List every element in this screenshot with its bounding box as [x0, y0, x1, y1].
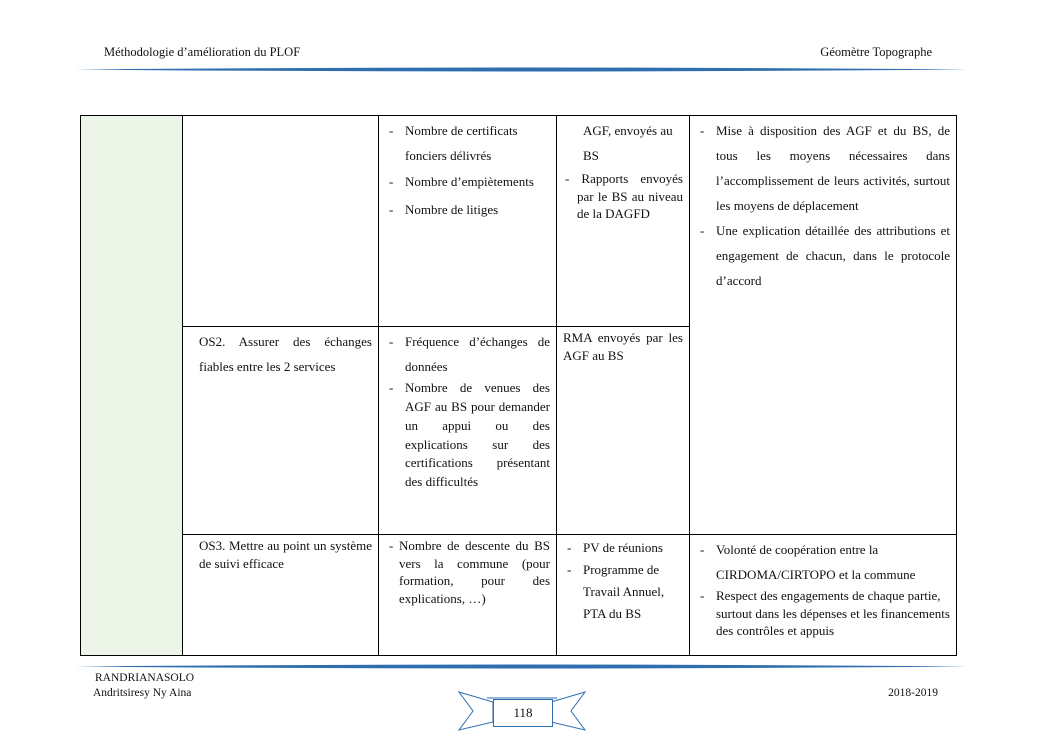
- logical-framework-table: [80, 115, 957, 656]
- list-item: - Une explication détaillée des attributions et engagement de chacun, dans le protocole d’accord: [696, 218, 950, 293]
- list-item: - Fréquence d’échanges de données: [385, 329, 550, 379]
- footer-author: [93, 671, 194, 701]
- sources-cell: [557, 116, 690, 327]
- shaded-column: [81, 116, 183, 656]
- indicators-cell: [379, 327, 557, 535]
- header-rule: [75, 67, 968, 72]
- indicator-list: [385, 329, 550, 492]
- author-surname: RANDRIANASOLO: [95, 672, 195, 684]
- list-item: - Mise à disposition des AGF et du BS, de tous les moyens nécessaires dans l’accomplissement de leurs activités, surtout les moyens de déplacement: [696, 118, 950, 218]
- list-item: - Respect des engagements de chaque partie, surtout dans les dépenses et les financements des contrôles et appuis: [696, 587, 950, 640]
- sources-cell: [557, 535, 690, 656]
- indicators-cell: [379, 535, 557, 656]
- source-text: - Rapports envoyés par le BS au niveau de la DAGFD: [565, 171, 683, 222]
- list-item: - Volonté de coopération entre la CIRDOMA/CIRTOPO et la commune: [696, 537, 950, 587]
- list-item: - Nombre de venues des AGF au BS pour demander un appui ou des explications sur des certifications présentant des difficultés: [385, 379, 550, 492]
- indicators-cell: [379, 116, 557, 327]
- table-row: [81, 116, 957, 327]
- header-document-title: Méthodologie d’amélioration du PLOF: [104, 45, 301, 59]
- objective-cell: [183, 535, 379, 656]
- source-list: [563, 537, 683, 625]
- list-item: - Nombre de certificats fonciers délivrés: [385, 118, 550, 168]
- objective-cell: [183, 116, 379, 327]
- header-profession: Géomètre Topographe: [820, 45, 932, 59]
- indicator-text: - Nombre de descente du BS vers la commune (pour formation, pour des explications, …): [389, 538, 550, 606]
- hypothesis-list: [696, 537, 950, 640]
- hypotheses-cell: [690, 116, 957, 535]
- objective-text: OS3. Mettre au point un système de suivi efficace: [199, 538, 372, 571]
- footer-rule: [75, 664, 968, 669]
- hypothesis-list: [696, 118, 950, 293]
- table-row: [81, 535, 957, 656]
- list-item: - PV de réunions: [563, 537, 683, 559]
- objective-text: OS2. Assurer des échanges fiables entre les 2 services: [199, 334, 372, 374]
- footer-year: 2018-2019: [888, 687, 938, 699]
- page-number: 118: [493, 699, 553, 727]
- indicator-list: [385, 118, 550, 224]
- list-item: - Nombre d’empiètements: [385, 168, 550, 196]
- hypotheses-cell: [690, 535, 957, 656]
- source-text: AGF, envoyés au BS: [583, 123, 673, 163]
- sources-cell: [557, 327, 690, 535]
- source-text: RMA envoyés par les AGF au BS: [563, 330, 683, 363]
- list-item: - Programme de Travail Annuel, PTA du BS: [563, 559, 683, 625]
- list-item: - Nombre de litiges: [385, 196, 550, 224]
- objective-cell: [183, 327, 379, 535]
- author-given-name: Andritsiresy Ny Aina: [93, 686, 192, 699]
